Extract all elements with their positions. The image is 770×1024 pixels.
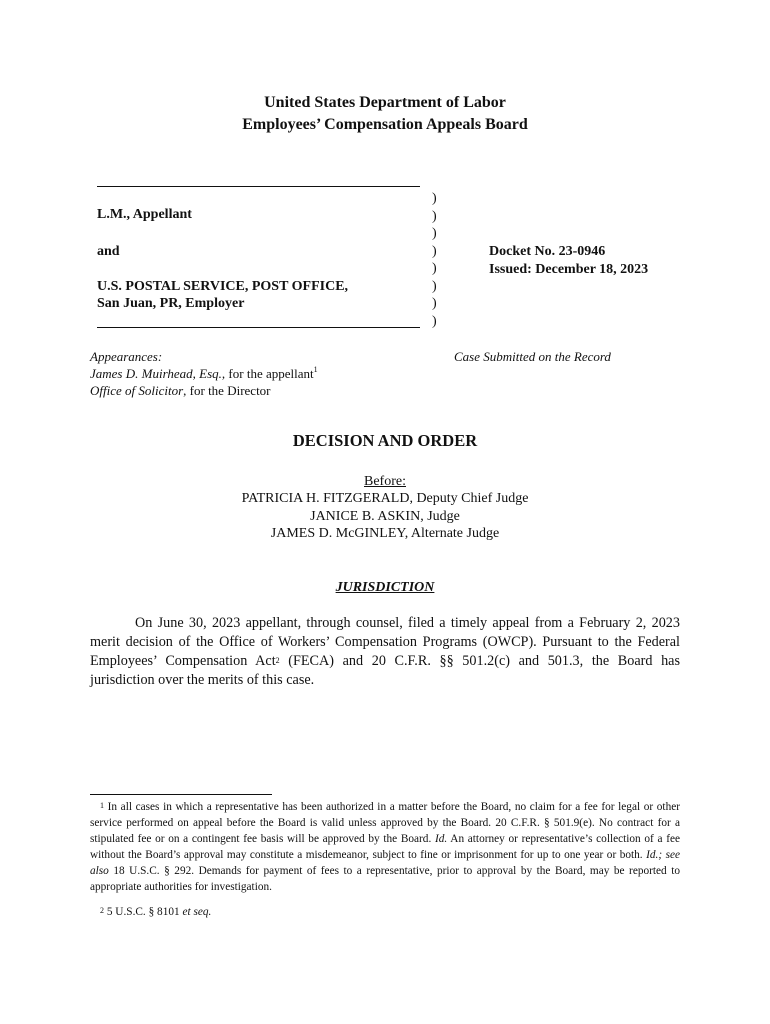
footnote-ref-2: 2 — [275, 656, 280, 665]
judge-2: JANICE B. ASKIN, Judge — [310, 509, 460, 524]
paren: ) — [432, 208, 437, 224]
employer-line-2: San Juan, PR, Employer — [97, 296, 245, 311]
jurisdiction-paragraph — [90, 614, 680, 690]
paren: ) — [432, 296, 437, 311]
issued-date: Issued: December 18, 2023 — [489, 262, 649, 277]
footnote-1-text-b: An attorney or representative’s collection of a fee without the Board’s approval may constitute a misdemeanor, subject to fine or imprisonment for up to one year or both. — [90, 833, 680, 861]
caption-parentheses — [432, 190, 444, 330]
jurisdiction-text-1: On June 30, 2023 appellant, through counsel, filed a timely appeal from a February 2, 2023 merit decision of the Office of Workers’ Compensation Programs (OWCP). Pursuant to the Federal Employees’ Compensation Act — [90, 615, 680, 669]
caption-top-rule — [97, 186, 420, 187]
footnote-2-mark: 2 — [100, 906, 104, 915]
caption-and: and — [97, 244, 120, 259]
footnote-separator — [90, 794, 272, 795]
footnote-2-italic: et seq. — [182, 906, 212, 918]
judge-1: PATRICIA H. FITZGERALD, Deputy Chief Judge — [241, 491, 529, 506]
footnote-1-italic-a: Id. — [434, 833, 448, 845]
appellant-name: L.M., Appellant — [97, 207, 192, 222]
footnote-1-italic-b: Id.; see also — [90, 849, 680, 877]
director-role: , for the Director — [183, 383, 271, 398]
appellant-counsel: James D. Muirhead, Esq., — [90, 366, 226, 381]
docket-number: Docket No. 23-0946 — [489, 244, 606, 259]
appellant-role: for the appellant — [228, 366, 314, 381]
footnote-1-mark: 1 — [100, 801, 104, 810]
footnote-1-text-c: 18 U.S.C. § 292. Demands for payment of fees to a representative, prior to approval by the Board, may be reported to appropriate authorities for investigation. — [90, 865, 680, 893]
footnote-1-text-a: In all cases in which a representative has been authorized in a matter before the Board, no claim for a fee for legal or other service performed on appeal before the Board is valid unless approved by the Board. 20 C.F.R. § 501.9(e). No contract for a stipulated fee or on a contingent fee basis will be approved by the Board. — [90, 801, 680, 845]
caption-bottom-rule — [97, 327, 420, 328]
paren: ) — [432, 313, 437, 329]
jurisdiction-heading: JURISDICTION — [335, 580, 435, 595]
appearances-label: Appearances: — [90, 349, 163, 364]
footnote-2-text: 5 U.S.C. § 8101 — [106, 906, 183, 918]
paren: ) — [432, 243, 437, 259]
judge-3: JAMES D. McGINLEY, Alternate Judge — [270, 526, 500, 541]
paren: ) — [432, 278, 437, 294]
board-name: Employees’ Compensation Appeals Board — [242, 116, 528, 133]
footnote-1 — [90, 799, 680, 895]
paren: ) — [432, 226, 437, 241]
footnote-2 — [100, 904, 211, 920]
employer-line-1: U.S. POSTAL SERVICE, POST OFFICE, — [97, 279, 349, 294]
jurisdiction-text-2: (FECA) and 20 C.F.R. §§ 501.2(c) and 501.3, the Board has jurisdiction over the merits of this case. — [90, 653, 680, 688]
footnote-ref-1: 1 — [313, 365, 318, 374]
decision-title: DECISION AND ORDER — [292, 431, 478, 450]
paren: ) — [432, 191, 437, 206]
paren: ) — [432, 261, 437, 276]
before-label: Before: — [364, 474, 406, 489]
case-submitted: Case Submitted on the Record — [454, 349, 611, 364]
appellant-counsel-line — [90, 366, 318, 382]
director-counsel: Office of Solicitor — [90, 383, 184, 398]
director-counsel-line — [90, 383, 271, 399]
agency-name: United States Department of Labor — [264, 94, 506, 111]
